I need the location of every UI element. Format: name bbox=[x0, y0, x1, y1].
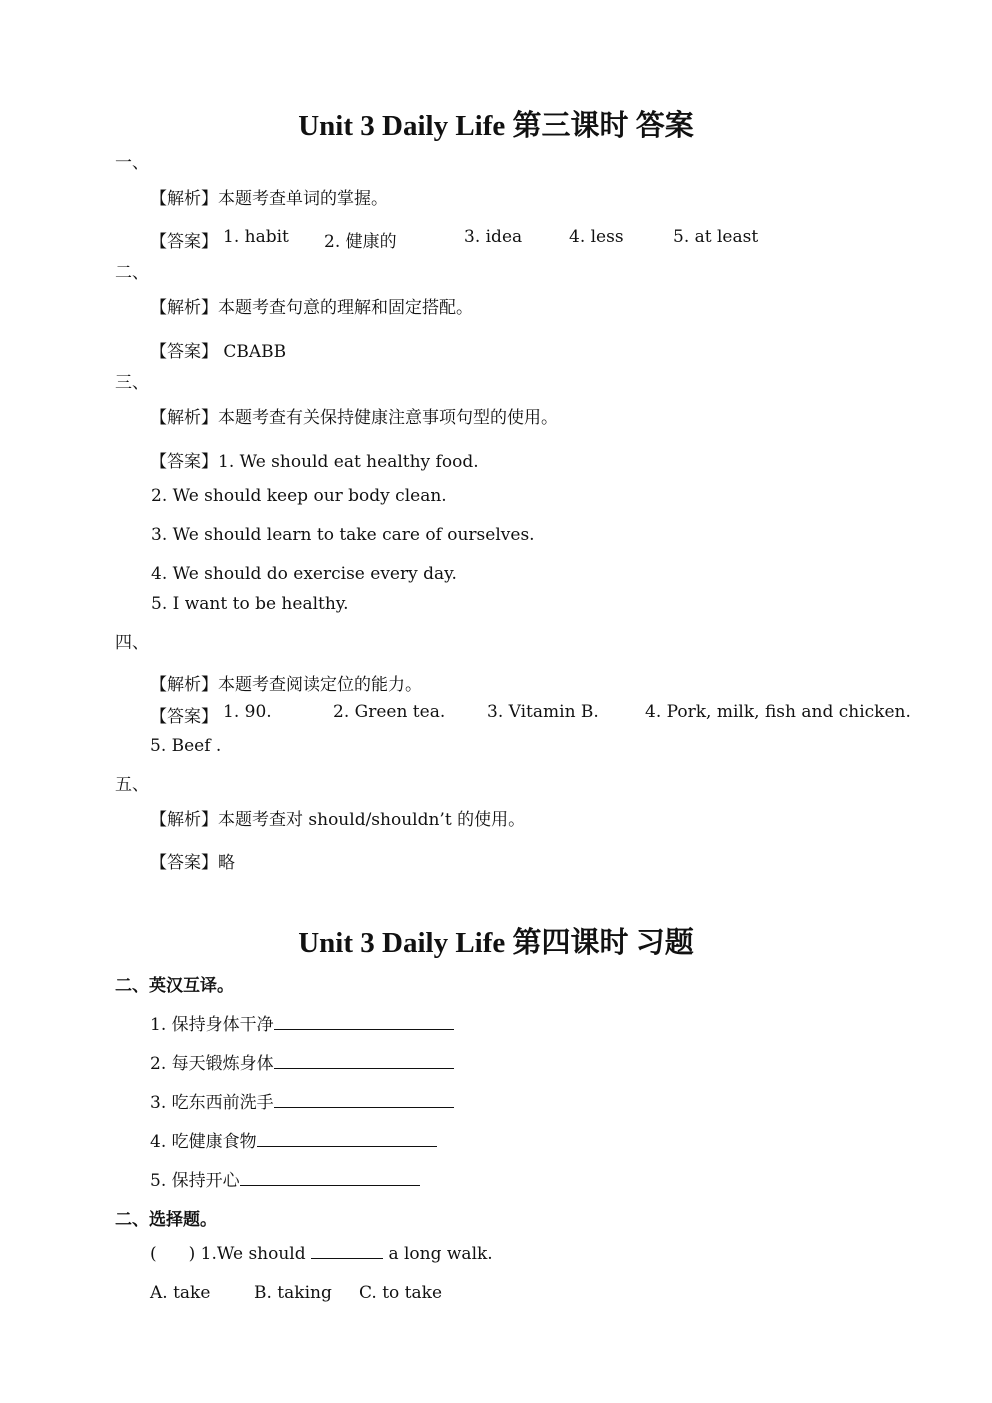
part-2-heading: 二、选择题。 bbox=[115, 1210, 217, 1230]
question-blank[interactable] bbox=[311, 1257, 383, 1259]
section-1-answer-item: 5. at least bbox=[673, 227, 759, 247]
section-4-answer-extra: 5. Beef . bbox=[150, 736, 222, 756]
answer-blank[interactable] bbox=[257, 1145, 437, 1147]
section-5-answer: 【答案】略 bbox=[150, 853, 235, 873]
section-1-answer-item: 2. 健康的 bbox=[324, 232, 397, 252]
section-4-answer-item: 2. Green tea. bbox=[333, 702, 446, 722]
translation-item-text: 5. 保持开心 bbox=[150, 1171, 240, 1191]
translation-item-text: 2. 每天锻炼身体 bbox=[150, 1054, 274, 1074]
section-3-answer-line: 5. I want to be healthy. bbox=[151, 594, 349, 614]
section-4-answer-item: 1. 90. bbox=[223, 702, 272, 722]
section-1-answer-item: 4. less bbox=[569, 227, 624, 247]
translation-item bbox=[150, 1049, 454, 1074]
translation-item bbox=[150, 1166, 420, 1191]
section-3-answer-line: 4. We should do exercise every day. bbox=[151, 564, 457, 584]
section-2-answer: 【答案】 CBABB bbox=[150, 342, 287, 362]
translation-item bbox=[150, 1010, 454, 1035]
option-c[interactable]: C. to take bbox=[359, 1283, 443, 1303]
section-3-answer-line: 3. We should learn to take care of ourselves. bbox=[151, 525, 535, 545]
section-4-answer-prefix: 【答案】 bbox=[150, 707, 218, 727]
section-4-number: 四、 bbox=[115, 633, 149, 653]
answer-blank[interactable] bbox=[240, 1184, 420, 1186]
exercises-title: Unit 3 Daily Life 第四课时 习题 bbox=[298, 927, 694, 959]
section-2-number: 二、 bbox=[115, 263, 149, 283]
option-b[interactable]: B. taking bbox=[254, 1283, 332, 1303]
option-a[interactable]: A. take bbox=[150, 1283, 211, 1303]
section-4-answer-item: 3. Vitamin B. bbox=[487, 702, 599, 722]
section-1-answer-item: 1. habit bbox=[223, 227, 289, 247]
section-4-answer-item: 4. Pork, milk, fish and chicken. bbox=[645, 702, 911, 722]
section-3-answer-line: 2. We should keep our body clean. bbox=[151, 486, 447, 506]
section-5-analysis: 【解析】本题考查对 should/shouldn’t 的使用。 bbox=[150, 810, 526, 830]
answers-title: Unit 3 Daily Life 第三课时 答案 bbox=[298, 110, 694, 142]
answer-blank[interactable] bbox=[274, 1028, 454, 1030]
translation-item-text: 1. 保持身体干净 bbox=[150, 1015, 274, 1035]
section-1-number: 一、 bbox=[115, 153, 149, 173]
answer-bracket-open: ( bbox=[150, 1244, 157, 1264]
section-3-answer: 【答案】1. We should eat healthy food. bbox=[150, 452, 479, 472]
question-text: ) 1.We should bbox=[188, 1244, 306, 1264]
section-2-analysis: 【解析】本题考查句意的理解和固定搭配。 bbox=[150, 298, 473, 318]
part-1-heading: 二、英汉互译。 bbox=[115, 976, 234, 996]
translation-item-text: 3. 吃东西前洗手 bbox=[150, 1093, 274, 1113]
section-4-analysis: 【解析】本题考查阅读定位的能力。 bbox=[150, 675, 422, 695]
answer-blank[interactable] bbox=[274, 1067, 454, 1069]
answer-blank[interactable] bbox=[274, 1106, 454, 1108]
section-5-number: 五、 bbox=[115, 775, 149, 795]
question-tail: a long walk. bbox=[388, 1244, 493, 1264]
section-1-analysis: 【解析】本题考查单词的掌握。 bbox=[150, 189, 388, 209]
translation-item-text: 4. 吃健康食物 bbox=[150, 1132, 257, 1152]
section-3-analysis: 【解析】本题考查有关保持健康注意事项句型的使用。 bbox=[150, 408, 558, 428]
section-1-answer-prefix: 【答案】 bbox=[150, 232, 218, 252]
choice-question bbox=[150, 1244, 493, 1264]
translation-item bbox=[150, 1127, 437, 1152]
section-1-answer-item: 3. idea bbox=[464, 227, 523, 247]
section-3-number: 三、 bbox=[115, 373, 149, 393]
translation-item bbox=[150, 1088, 454, 1113]
